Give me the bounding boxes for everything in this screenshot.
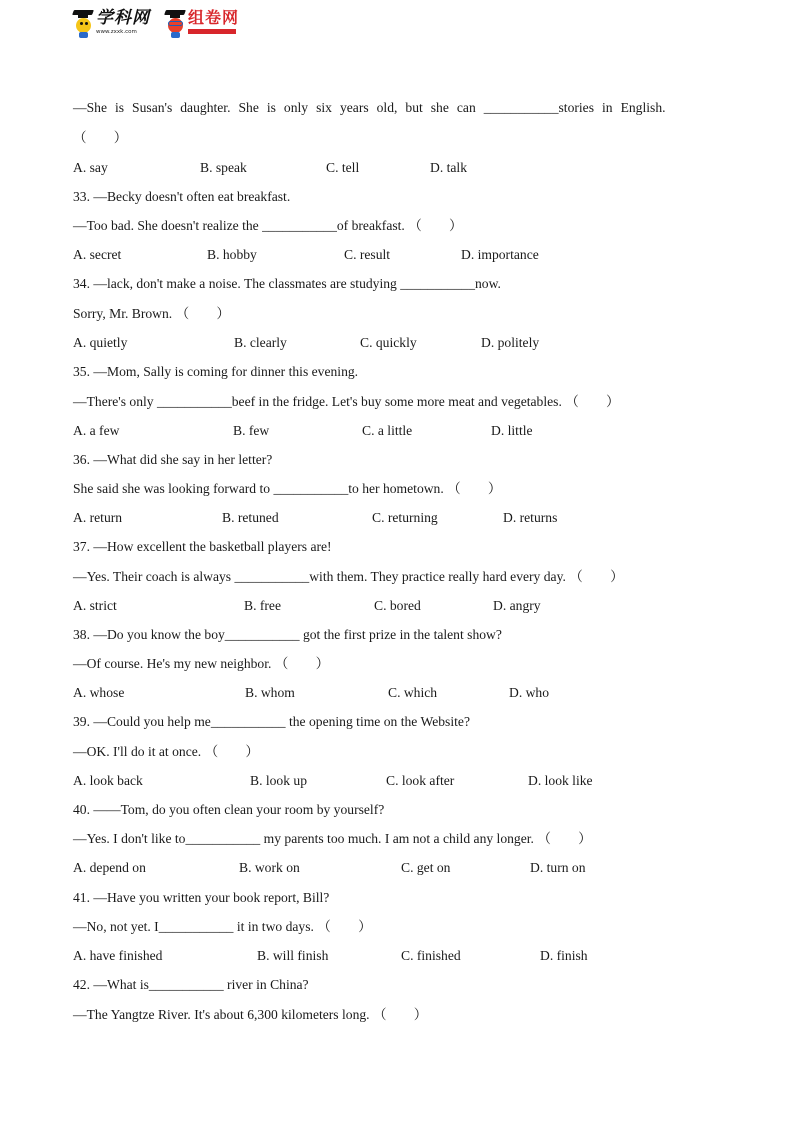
option-c: C. a little <box>362 423 413 438</box>
question-line: —There's only ___________beef in the fridge. Let's buy some more meat and vegetables. （ ） <box>73 394 620 409</box>
question-38: 38. —Do you know the boy___________ got the first prize in the talent show? <box>73 627 502 642</box>
option-row-33 <box>73 246 800 264</box>
option-row-34 <box>73 334 800 352</box>
option-d: D. returns <box>503 510 558 525</box>
option-d: D. finish <box>540 948 588 963</box>
option-c: C. which <box>388 685 438 700</box>
option-b: B. retuned <box>222 510 279 525</box>
logo1-url: www.zxxk.com <box>96 29 137 35</box>
option-c: C. get on <box>401 860 451 875</box>
option-row-38 <box>73 684 800 702</box>
option-a: A. secret <box>73 247 122 262</box>
option-b: B. speak <box>200 160 247 175</box>
option-row-35 <box>73 422 800 440</box>
question-42: 42. —What is___________ river in China? <box>73 977 309 992</box>
question-line: —She is Susan's daughter. She is only six years old, but she can ___________stories in English. <box>73 100 666 115</box>
option-d: D. turn on <box>530 860 586 875</box>
question-37: 37. —How excellent the basketball players are! <box>73 539 332 554</box>
option-a: A. look back <box>73 773 143 788</box>
question-line: Sorry, Mr. Brown. （ ） <box>73 306 230 321</box>
question-39: 39. —Could you help me___________ the opening time on the Website? <box>73 714 470 729</box>
option-a: A. whose <box>73 685 125 700</box>
option-row-36 <box>73 509 800 527</box>
option-c: C. tell <box>326 160 360 175</box>
option-c: C. bored <box>374 598 421 613</box>
question-line: —Yes. I don't like to___________ my parents too much. I am not a child any longer. （ ） <box>73 831 592 846</box>
option-c: C. look after <box>386 773 455 788</box>
option-b: B. whom <box>245 685 295 700</box>
option-a: A. say <box>73 160 108 175</box>
question-line: —No, not yet. I___________ it in two days. （ ） <box>73 919 372 934</box>
question-line: —The Yangtze River. It's about 6,300 kilometers long. （ ） <box>73 1007 428 1022</box>
logo2-name: 组卷网 <box>188 8 240 27</box>
logo2-bar <box>188 29 236 34</box>
option-a: A. quietly <box>73 335 128 350</box>
option-c: C. result <box>344 247 391 262</box>
option-a: A. strict <box>73 598 117 613</box>
option-a: A. depend on <box>73 860 146 875</box>
option-a: A. have finished <box>73 948 163 963</box>
option-d: D. politely <box>481 335 540 350</box>
option-row-37 <box>73 597 800 615</box>
question-41: 41. —Have you written your book report, Bill? <box>73 890 330 905</box>
question-line: She said she was looking forward to ___________to her hometown. （ ） <box>73 481 502 496</box>
question-line: —OK. I'll do it at once. （ ） <box>73 744 259 759</box>
option-b: B. free <box>244 598 281 613</box>
option-d: D. look like <box>528 773 593 788</box>
question-line: —Yes. Their coach is always ___________with them. They practice really hard every day. （ ） <box>73 569 624 584</box>
mascot-icon <box>72 8 94 38</box>
page-header <box>72 8 252 44</box>
option-d: D. little <box>491 423 533 438</box>
option-a: A. a few <box>73 423 120 438</box>
option-d: D. who <box>509 685 550 700</box>
option-d: D. angry <box>493 598 541 613</box>
option-row-32 <box>73 159 800 177</box>
zxxk-logo <box>72 8 150 38</box>
question-34: 34. —lack, don't make a noise. The classmates are studying ___________now. <box>73 276 501 291</box>
question-33: 33. —Becky doesn't often eat breakfast. <box>73 189 291 204</box>
option-c: C. finished <box>401 948 461 963</box>
mascot-glasses-icon <box>164 8 186 38</box>
question-36: 36. —What did she say in her letter? <box>73 452 273 467</box>
option-b: B. few <box>233 423 270 438</box>
option-d: D. importance <box>461 247 539 262</box>
question-line: —Too bad. She doesn't realize the ___________of breakfast. （ ） <box>73 218 463 233</box>
option-row-39 <box>73 772 800 790</box>
option-d: D. talk <box>430 160 467 175</box>
option-c: C. quickly <box>360 335 417 350</box>
option-b: B. clearly <box>234 335 287 350</box>
question-line: —Of course. He's my new neighbor. （ ） <box>73 656 330 671</box>
option-row-40 <box>73 859 800 877</box>
option-b: B. hobby <box>207 247 257 262</box>
question-35: 35. —Mom, Sally is coming for dinner this evening. <box>73 364 359 379</box>
option-b: B. will finish <box>257 948 329 963</box>
logo1-name: 学科网 <box>96 8 150 28</box>
option-a: A. return <box>73 510 123 525</box>
question-40: 40. ——Tom, do you often clean your room by yourself? <box>73 802 385 817</box>
option-b: B. work on <box>239 860 300 875</box>
answer-paren: （ ） <box>73 130 128 145</box>
zujuan-logo <box>164 8 239 38</box>
option-b: B. look up <box>250 773 308 788</box>
option-c: C. returning <box>372 510 438 525</box>
option-row-41 <box>73 947 800 965</box>
